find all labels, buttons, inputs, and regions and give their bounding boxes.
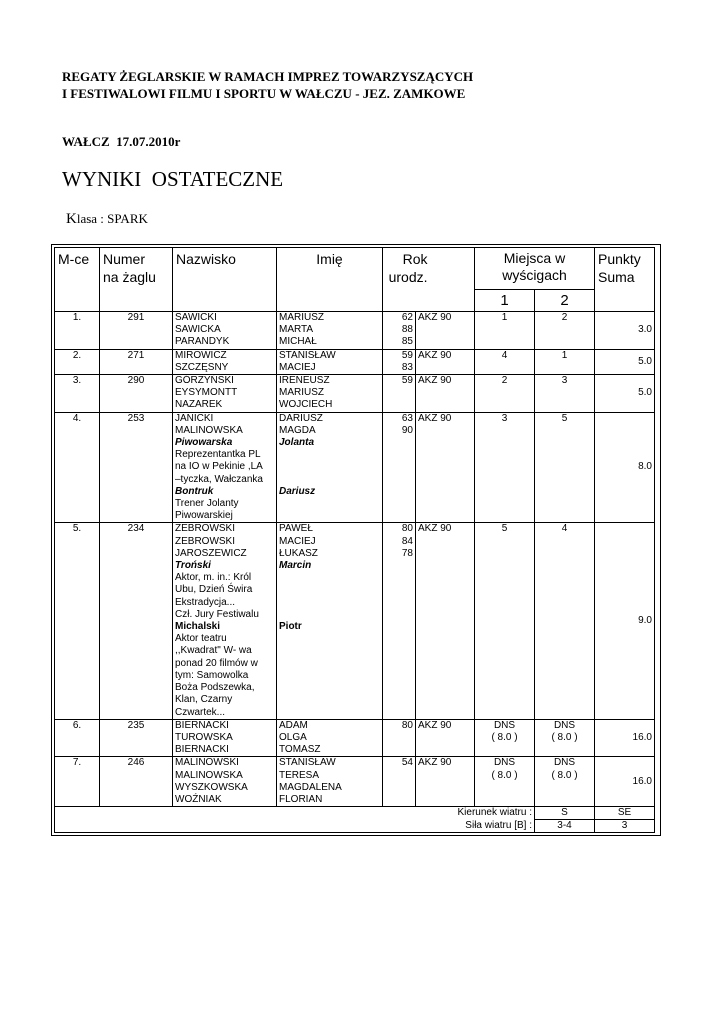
birth-year: 90 <box>401 424 413 436</box>
race-1-value: 4 <box>501 349 508 361</box>
birth-year: 80 <box>401 523 413 535</box>
cell-place: 7. <box>55 757 100 807</box>
surname-line: Czł. Jury Festiwalu <box>175 608 259 620</box>
header-race-places <box>475 248 595 290</box>
cell-first-names <box>277 412 383 523</box>
cell-surnames <box>173 312 277 350</box>
header-first-name <box>277 248 383 312</box>
cell-club: AKŻ 90 <box>416 375 475 413</box>
surname-line: MALINOWSKA <box>175 424 243 436</box>
surname-line: GÓRZYŃSKI <box>175 375 234 387</box>
surname-line: ,,Kwadrat" W- wa <box>175 645 252 657</box>
cell-sail-number: 291 <box>100 312 173 350</box>
first-name-line: MAGDALENA <box>279 781 342 793</box>
results-table-frame <box>51 244 661 836</box>
table-row <box>55 312 655 350</box>
surname-line: Troński <box>175 560 211 572</box>
surname-line: ponad 20 filmów w <box>175 657 258 669</box>
wind-strength-race-1: 3-4 <box>535 820 595 833</box>
first-name-line <box>279 597 380 609</box>
surname-line: JANICKI <box>175 412 214 424</box>
first-name-line <box>279 609 380 621</box>
first-name-line: Piotr <box>279 621 302 633</box>
cell-race-2-place <box>535 375 595 413</box>
first-name-line: FLORIAN <box>279 793 323 805</box>
surname-line: ZEBROWSKI <box>175 535 236 547</box>
cell-first-names <box>277 349 383 374</box>
header-sail-line1: Numer <box>103 251 146 267</box>
table-row <box>55 375 655 413</box>
surname-line: Reprezentantka PL <box>175 449 261 461</box>
cell-points-sum: 5.0 <box>595 349 655 374</box>
surname-line: WYSZKOWSKA <box>175 781 248 793</box>
cell-first-names <box>277 312 383 350</box>
results-body <box>55 312 655 807</box>
cell-first-names <box>277 757 383 807</box>
event-date: WAŁCZ 17.07.2010r <box>62 134 181 149</box>
cell-place: 3. <box>55 375 100 413</box>
surname-line: SAWICKI <box>175 312 217 323</box>
cell-race-1-place <box>475 375 535 413</box>
table-row <box>55 412 655 523</box>
race-2-value: 2 <box>561 312 568 323</box>
race-1-value: DNS <box>493 757 516 769</box>
surname-line: tym: Samowolka <box>175 669 249 681</box>
cell-place: 2. <box>55 349 100 374</box>
first-name-line: TERESA <box>279 769 320 781</box>
surname-line: Aktor teatru <box>175 633 227 645</box>
birth-year: 78 <box>401 547 413 559</box>
cell-race-2-place <box>535 349 595 374</box>
race-2-value: ( 8.0 ) <box>551 731 578 743</box>
header-race-1: 1 <box>475 290 535 312</box>
table-row <box>55 757 655 807</box>
birth-year: 59 <box>401 349 413 361</box>
cell-surnames <box>173 349 277 374</box>
surname-line: na IO w Pekinie ,LA <box>175 461 263 473</box>
race-1-value: 5 <box>501 523 508 535</box>
race-1-value: 2 <box>501 375 508 387</box>
surname-line: MALINOWSKA <box>175 769 243 781</box>
cell-race-2-place <box>535 757 595 807</box>
results-table <box>54 247 655 833</box>
birth-year: 84 <box>401 535 413 547</box>
header-year-line2: urodz. <box>388 269 428 285</box>
cell-points-sum: 9.0 <box>595 523 655 719</box>
header-year-text <box>372 250 428 286</box>
first-name-line: ADAM <box>279 719 308 731</box>
header-year-line1: Rok <box>402 251 428 267</box>
cell-sail-number: 253 <box>100 412 173 523</box>
birth-year: 88 <box>401 324 413 336</box>
event-heading <box>62 68 473 102</box>
surname-line: BIERNACKI <box>175 719 229 731</box>
surname-line: WOŹNIAK <box>175 793 222 805</box>
cell-first-names <box>277 523 383 719</box>
birth-year: 80 <box>401 719 413 731</box>
surname-line: Ekstradycja... <box>175 596 236 608</box>
header-race-places-line2: wyścigach <box>502 267 567 283</box>
surname-line: Piwowarska <box>175 437 233 449</box>
cell-race-2-place <box>535 719 595 757</box>
first-name-line: Marcin <box>279 560 312 572</box>
surname-line: Klan, Czarny <box>175 694 233 706</box>
surname-line: MALINOWSKI <box>175 757 239 769</box>
first-name-line: MARIUSZ <box>279 387 324 399</box>
page-title: WYNIKI OSTATECZNE <box>62 167 284 191</box>
cell-surnames <box>173 412 277 523</box>
first-name-line: MACIEJ <box>279 361 316 373</box>
cell-points-sum: 5.0 <box>595 375 655 413</box>
cell-club: AKŻ 90 <box>416 312 475 350</box>
first-name-line: WOJCIECH <box>279 399 333 411</box>
header-race-2: 2 <box>535 290 595 312</box>
surname-line: Ubu, Dzień Świra <box>175 584 253 596</box>
birth-year: 85 <box>401 336 413 348</box>
race-2-value: DNS <box>553 719 576 731</box>
header-sail-line2: na żaglu <box>103 269 156 285</box>
cell-sail-number: 235 <box>100 719 173 757</box>
first-name-line: MARIUSZ <box>279 312 324 323</box>
cell-race-1-place <box>475 523 535 719</box>
cell-points-sum: 3.0 <box>595 312 655 350</box>
surname-line: Czwartek... <box>175 706 226 718</box>
wind-strength-race-2: 3 <box>595 820 655 833</box>
class-label-rest: lasa : SPARK <box>76 211 148 226</box>
first-name-line: ŁUKASZ <box>279 547 318 559</box>
first-name-line: STANISŁAW <box>279 757 336 769</box>
first-name-line: Dariusz <box>279 485 316 497</box>
heading-line-1: REGATY ŻEGLARSKIE W RAMACH IMPREZ TOWARZYSZĄCYCH <box>62 69 474 84</box>
header-surname <box>173 248 277 312</box>
race-2-value: 5 <box>561 412 568 424</box>
class-label-initial: K <box>66 211 77 227</box>
cell-place: 6. <box>55 719 100 757</box>
header-surname-text: Nazwisko <box>176 251 236 267</box>
cell-first-names <box>277 375 383 413</box>
first-name-line: MACIEJ <box>279 535 316 547</box>
race-2-value: ( 8.0 ) <box>551 769 578 781</box>
surname-line: Michalski <box>175 621 221 633</box>
cell-place: 5. <box>55 523 100 719</box>
cell-race-2-place <box>535 312 595 350</box>
cell-race-1-place <box>475 349 535 374</box>
cell-club: AKZ 90 <box>416 523 475 719</box>
surname-line: PARANDYK <box>175 336 230 348</box>
race-1-value: DNS <box>493 719 516 731</box>
surname-line: –tyczka, Wałczanka <box>175 473 263 485</box>
first-name-line: TOMASZ <box>279 744 321 756</box>
cell-race-1-place <box>475 719 535 757</box>
surname-line: SAWICKA <box>175 324 221 336</box>
cell-surnames <box>173 757 277 807</box>
cell-surnames <box>173 719 277 757</box>
cell-sail-number: 246 <box>100 757 173 807</box>
surname-line: BIERNACKI <box>175 744 229 756</box>
cell-club: AKZ 90 <box>416 757 475 807</box>
surname-line: ŻEBROWSKI <box>175 523 236 535</box>
race-1-value: 1 <box>501 312 508 323</box>
birth-year: 83 <box>401 361 413 373</box>
surname-line: MIROWICZ <box>175 349 227 361</box>
cell-club: AKŻ 90 <box>416 719 475 757</box>
header-place-text: M-ce <box>58 251 90 267</box>
cell-surnames <box>173 523 277 719</box>
first-name-line <box>279 449 380 461</box>
first-name-line: STANISŁAW <box>279 349 336 361</box>
surname-line: Aktor, m. in.: Król <box>175 572 252 584</box>
header-points-line2: Suma <box>598 269 635 285</box>
wind-direction-label: Kierunek wiatru : <box>55 807 535 820</box>
cell-birth-years <box>383 349 416 374</box>
cell-birth-years <box>383 719 416 757</box>
surname-line: SZCZĘSNY <box>175 361 229 373</box>
race-2-value: DNS <box>553 757 576 769</box>
first-name-line: MICHAŁ <box>279 336 317 348</box>
cell-birth-years <box>383 412 416 523</box>
cell-birth-years <box>383 523 416 719</box>
birth-year: 63 <box>401 412 413 424</box>
cell-birth-years <box>383 312 416 350</box>
cell-surnames <box>173 375 277 413</box>
first-name-line <box>279 584 380 596</box>
surname-line: NAZAREK <box>175 399 223 411</box>
cell-club: AKŻ 90 <box>416 349 475 374</box>
race-1-value: ( 8.0 ) <box>491 731 518 743</box>
first-name-line <box>279 572 380 584</box>
cell-points-sum: 16.0 <box>595 757 655 807</box>
first-name-line: MARTA <box>279 324 314 336</box>
cell-place: 4. <box>55 412 100 523</box>
header-points-line1: Punkty <box>598 251 641 267</box>
cell-sail-number: 271 <box>100 349 173 374</box>
first-name-line: PAWEŁ <box>279 523 313 535</box>
wind-direction-race-2: SE <box>595 807 655 820</box>
cell-points-sum: 16.0 <box>595 719 655 757</box>
header-race-places-line1: Miejsca w <box>503 250 566 266</box>
header-first-name-text: Imię <box>316 251 343 267</box>
first-name-line: DARIUSZ <box>279 412 323 424</box>
race-1-value: ( 8.0 ) <box>491 769 518 781</box>
header-club <box>388 248 475 312</box>
cell-sail-number: 234 <box>100 523 173 719</box>
header-points <box>595 248 655 312</box>
race-2-value: 1 <box>561 349 568 361</box>
race-2-value: 3 <box>561 375 568 387</box>
birth-year: 59 <box>401 375 413 387</box>
first-name-line: OLGA <box>279 731 307 743</box>
class-label <box>66 211 148 228</box>
cell-club: AKŻ 90 <box>416 412 475 523</box>
race-2-value: 4 <box>561 523 568 535</box>
first-name-line: MAGDA <box>279 424 316 436</box>
wind-direction-race-1: S <box>535 807 595 820</box>
cell-race-1-place <box>475 412 535 523</box>
race-1-value: 3 <box>501 412 508 424</box>
cell-race-2-place <box>535 523 595 719</box>
table-row <box>55 349 655 374</box>
surname-line: Bontruk <box>175 485 214 497</box>
surname-line: TUROWSKA <box>175 731 233 743</box>
cell-first-names <box>277 719 383 757</box>
cell-birth-years <box>383 757 416 807</box>
cell-sail-number: 290 <box>100 375 173 413</box>
surname-line: Trener Jolanty <box>175 498 239 510</box>
birth-year: 62 <box>401 312 413 323</box>
header-place <box>55 248 100 312</box>
surname-line: JAROSZEWICZ <box>175 547 247 559</box>
table-row <box>55 523 655 719</box>
table-row <box>55 719 655 757</box>
cell-race-2-place <box>535 412 595 523</box>
first-name-line <box>279 474 380 486</box>
cell-race-1-place <box>475 312 535 350</box>
header-sail-number <box>100 248 173 312</box>
surname-line: Piwowarskiej <box>175 510 233 522</box>
cell-points-sum: 8.0 <box>595 412 655 523</box>
first-name-line: IRENEUSZ <box>279 375 330 387</box>
first-name-line: Jolanta <box>279 437 315 449</box>
heading-line-2: I FESTIWALOWI FILMU I SPORTU W WAŁCZU - JEZ. ZAMKOWE <box>62 86 466 101</box>
cell-birth-years <box>383 375 416 413</box>
surname-line: EYSYMONTT <box>175 387 238 399</box>
wind-strength-label: Siła wiatru [B] : <box>55 820 535 833</box>
surname-line: Boża Podszewka, <box>175 682 255 694</box>
birth-year: 54 <box>401 757 413 769</box>
cell-place: 1. <box>55 312 100 350</box>
cell-race-1-place <box>475 757 535 807</box>
first-name-line <box>279 461 380 473</box>
